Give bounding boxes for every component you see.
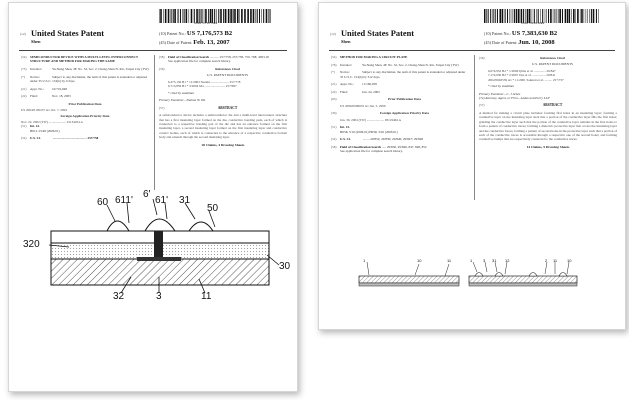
patent-page-left xyxy=(8,2,298,392)
examiner: Primary Examiner—Nathan W. Ha xyxy=(159,98,206,103)
claims-count: 20 Claims, 4 Drawing Sheets xyxy=(201,142,245,147)
patent-date: Feb. 13, 2007 xyxy=(193,39,230,46)
patent-number: US 7,383,630 B2 xyxy=(511,30,558,37)
pub-data-title: Prior Publication Data xyxy=(388,97,421,102)
figure-label: 6' xyxy=(143,189,151,200)
figure-label: 30 xyxy=(279,261,291,272)
foreign-priority: Jun. 30, 2004 (TW) ..................... 93119464 A xyxy=(340,117,401,122)
pub-data: US 2004/0195237 A1 Oct. 7, 2004 xyxy=(21,108,67,113)
figure-label: 11 xyxy=(553,258,558,263)
figure-label: 3 xyxy=(156,291,162,302)
field-52: (52) U.S. Cl. ........ 29/852; 29/830; 29/846; 29/847; 29/848 xyxy=(331,137,423,142)
patent-figure xyxy=(9,189,298,392)
patent-office-title: United States Patent xyxy=(341,29,415,38)
figure-label: 61' xyxy=(155,195,169,206)
pub-data: US 2006/0000635 A1 Jan. 5, 2006 xyxy=(340,103,386,108)
figure-label: 10 xyxy=(417,258,422,263)
figure-label: 12 xyxy=(505,258,510,263)
field-51: (51) Int. Cl. H01L 23/48 (2006.01) xyxy=(21,124,60,133)
bib-field: (54) SEMICONDUCTOR DEVICE WITH A MULTI-LEVEL INTERCONNECT STRUCTURE AND METHOD FOR MAKING THE SAME xyxy=(21,55,139,64)
abstract-text: A method for making a circuit plate includes: forming first holes in an insulating layer; forming a conductive layer on the insulating layer such that a portion of the conductive layer fills the first holes; grinding the conductive layer such that the portion of the conductive layer remains in the first holes to form a pattern of conductive traces; forming a dielectric protective layer that covers the insulating layer and the conductive traces; forming a pattern of second holes in the protective layer such that a portion of each of the conductive traces is accessible through a respective one of the second holes; and forming conductive bumps that are respectively connected to the conductive traces. xyxy=(479,111,617,142)
figure-label: 3 xyxy=(483,258,486,263)
figure-label: 60 xyxy=(97,197,109,208)
bib-field: (76) Inventor: Yu-Nung Shen, 4F, No. 52, Sec. 2, Cheng-Shan N. Rd., Taipei City (TW) xyxy=(331,62,459,67)
abstract: (57) ABSTRACT xyxy=(479,103,563,108)
pub-data-title: Prior Publication Data xyxy=(68,101,102,106)
foreign-priority-title: Foreign Application Priority Data xyxy=(60,113,110,118)
inid-code: (12) xyxy=(20,32,26,36)
patent-number: US 7,176,573 B2 xyxy=(186,30,233,37)
bib-field: (22) Filed: Jun. 24, 2005 xyxy=(331,89,380,94)
references-cited: (56) References Cited U.S. PATENT DOCUMENTS 6,074,952 B2 * 1/2006 Ijima et al. .............. 29/847 7,174,630 B2 * 2/2007 Das et al. ................ 29/841 2002/0040539 A1 * 11/2001 Sakurai et al. ......... 257/737 * cited by examiner xyxy=(479,56,617,88)
barcode-number: US007176573B2 xyxy=(194,22,218,25)
bib-field: (*) Notice: Subject to any disclaimer, the term of this patent is extended or adjusted under 35 U.S.C. 154(b) by 0 days. xyxy=(21,74,147,83)
column-divider xyxy=(474,55,475,200)
patent-date-line: (45) Date of Patent: Feb. 13, 2007 xyxy=(159,39,230,46)
pub-data-block: (65) Prior Publication Data US 2006/0000635 A1 Jan. 5, 2006 xyxy=(331,97,469,108)
patent-number-line: (10) Patent No.: US 7,383,630 B2 xyxy=(484,30,558,37)
patent-page-right xyxy=(318,2,626,330)
bib-field: (21) Appl. No.: 10/716,948 xyxy=(21,86,67,91)
inid-code: (12) xyxy=(330,32,336,36)
bib-field: (22) Filed: Nov. 18, 2003 xyxy=(21,94,71,99)
abstract-text: A semiconductor device includes a semiconductor die and a multi-level interconnect structure that has a first insulating layer formed on the die, conductive bonding pads, each of which is connected to a respective bonding pad of the die and has an entrance formed on the first insulating layer, a second insulating layer formed on the first insulating layer and conductive contact bodies, each of which is connected to the entrance of a respective conductive bottom body and extends through the second insulating layer. xyxy=(159,113,287,140)
bib-field: (21) Appl. No.: 11/166,058 xyxy=(331,82,377,87)
reference-entry: 2002/0040539 A1 * 11/2001 Sakurai et al. ......... 257/737 xyxy=(488,77,564,82)
examiner: Primary Examiner—C. J Arbes xyxy=(479,91,521,96)
figure-label: 611' xyxy=(115,195,133,206)
references-column xyxy=(159,55,287,147)
inventor-name: Shen xyxy=(341,39,351,44)
header-rule xyxy=(19,50,287,51)
header-rule xyxy=(329,50,615,51)
bibliographic-column xyxy=(21,55,149,144)
figure-label: 320 xyxy=(23,239,40,250)
foreign-priority-title: Foreign Application Priority Data xyxy=(379,111,429,116)
field-52: (52) U.S. Cl. ......................................... 257/758 xyxy=(21,136,99,141)
figure-label: 50 xyxy=(207,203,219,214)
references-cited: (56) References Cited U.S. PATENT DOCUMENTS 6,475,156 B1 * 11/2002 Suzuki ...................... 257/778 6,713,859 B1 * 3/2004 Ma ......................... 257/687 * cited by examiner xyxy=(159,67,287,95)
figure-label: 11 xyxy=(201,291,212,302)
claims-count: 14 Claims, 5 Drawing Sheets xyxy=(526,144,570,149)
field-58: (58) Field of Classification Search ..... 29/830, 29/846, 847, 848, 852 See application file for complete search history. xyxy=(331,144,427,154)
inventor-name: Shen xyxy=(31,39,41,44)
column-divider xyxy=(154,55,155,190)
abstract: (57) ABSTRACT xyxy=(159,105,238,110)
patent-header xyxy=(9,29,297,49)
barcode xyxy=(484,9,599,23)
field-51: (51) Int. Cl. H05K 3/10 (2006.01) H05K 3/02 (2006.01) xyxy=(331,125,398,134)
patent-figure xyxy=(319,258,626,328)
patent-date: Jun. 10, 2008 xyxy=(518,39,555,46)
figure-drawing xyxy=(319,258,626,328)
patent-office-title: United States Patent xyxy=(31,29,105,38)
reference-entry: 6,074,952 B2 * 1/2006 Ijima et al. .............. 29/847 xyxy=(488,68,556,73)
barcode-number: US007383630B2 xyxy=(521,22,545,25)
patent-header xyxy=(319,29,625,49)
figure-label: 32 xyxy=(113,291,125,302)
foreign-priority-block: (30) Foreign Application Priority Data Jun. 30, 2004 (TW) ..................... 93119464 A xyxy=(331,111,469,122)
figure-drawing xyxy=(9,193,298,392)
references-column xyxy=(479,55,617,149)
reference-entry: 6,475,156 B1 * 11/2002 Suzuki ...................... 257/778 xyxy=(168,79,241,84)
figure-label: 31 xyxy=(179,195,191,206)
bib-field: (54) METHOD FOR MAKING A CIRCUIT PLATE xyxy=(331,55,408,59)
field-58: (58) Field of Classification Search ........... 257/758, 257/738, 750, 768; 438/118 See application file for complete search history. xyxy=(159,55,269,64)
bib-field: (75) Inventor: Yu-Nung Shen, 4F, No. 52, Sec. 2, Cheng-Shan N. Rd., Taipei City (TW) xyxy=(21,67,149,71)
patent-date-line: (45) Date of Patent: Jun. 10, 2008 xyxy=(484,39,555,46)
bibliographic-column xyxy=(331,55,469,157)
barcode xyxy=(159,9,271,23)
figure-label: 31 xyxy=(492,258,497,263)
figure-label: 1 xyxy=(363,258,366,263)
foreign-priority: Nov. 22, 2002 (TW) ..................... 91134454 A xyxy=(21,120,83,124)
figure-label: 1 xyxy=(470,258,473,263)
field-list xyxy=(331,55,469,94)
field-list xyxy=(21,55,149,99)
figure-label: 10 xyxy=(567,258,572,263)
bib-field: (*) Notice: Subject to any disclaimer, the term of this patent is extended or adjusted under 35 U.S.C. 154(b) by 312 days. xyxy=(331,70,466,79)
figure-label: 11 xyxy=(447,258,452,263)
reference-entry: 7,174,630 B2 * 2/2007 Das et al. ................ 29/841 xyxy=(488,73,556,78)
figure-label: 2 xyxy=(545,258,548,263)
attorney: (74) Attorney, Agent, or Firm—Ladas and Parry LLP xyxy=(479,96,550,101)
patent-number-line: (10) Patent No.: US 7,176,573 B2 xyxy=(159,30,233,37)
reference-entry: 6,713,859 B1 * 3/2004 Ma ......................... 257/687 xyxy=(168,84,237,89)
